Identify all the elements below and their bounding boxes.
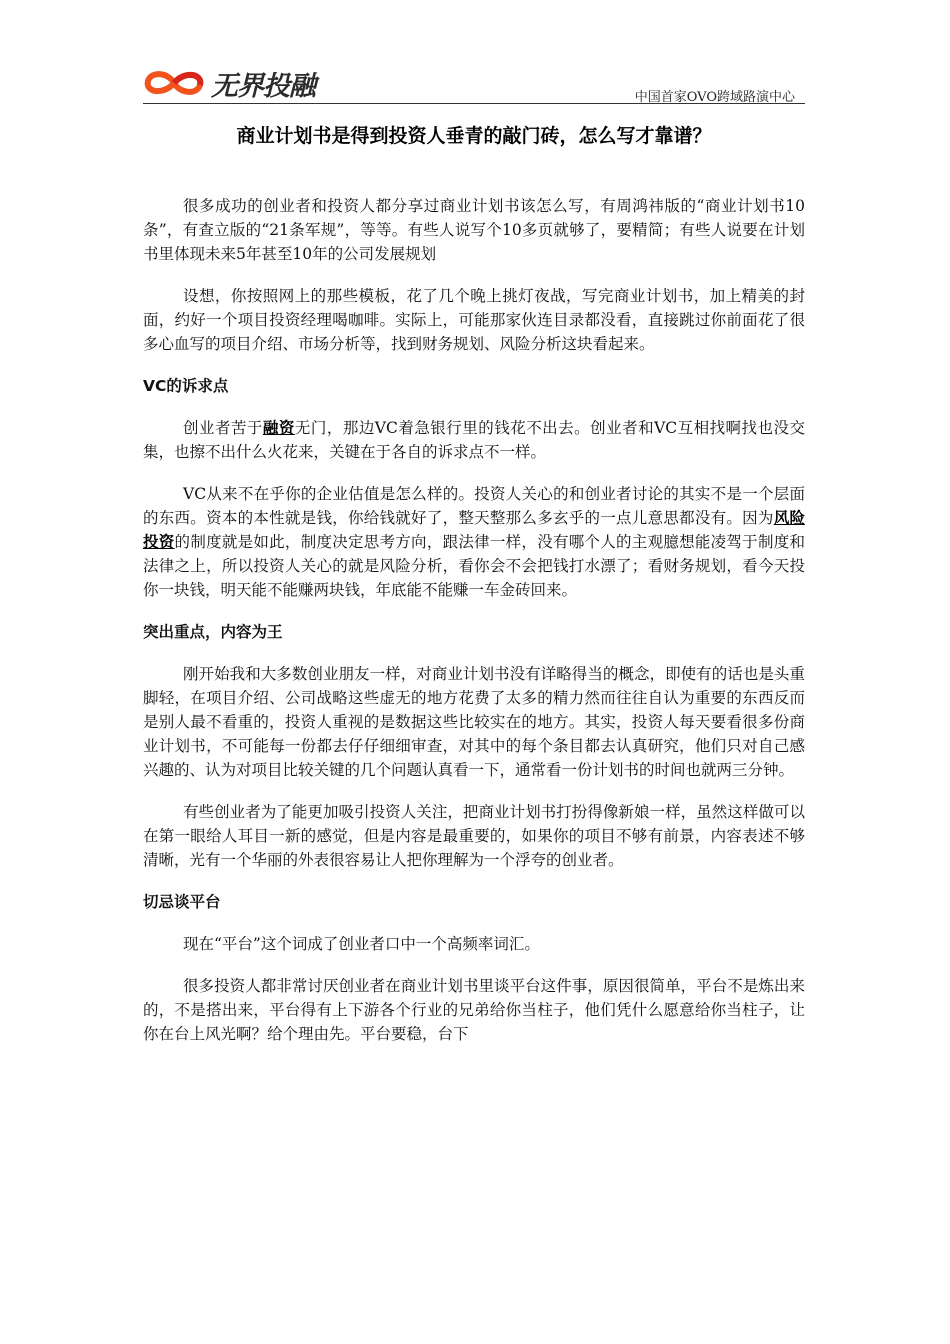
paragraph-6: 有些创业者为了能更加吸引投资人关注，把商业计划书打扮得像新娘一样，虽然这样做可以在第一眼给人耳目一新的感觉，但是内容是最重要的，如果你的项目不够有前景，内容表述不够清晰，光有一个华丽的外表很容易让人把你理解为一个浮夸的创业者。 <box>143 803 805 869</box>
paragraph-3-text-a: 创业者苦于 <box>183 419 263 437</box>
header-divider <box>143 103 805 104</box>
paragraph-4-text-a: VC从来不在乎你的企业估值是怎么样的。投资人关心的和创业者讨论的其实不是一个层面的东西。资本的本性就是钱，你给钱就好了，整天整那么多玄乎的一点儿意思都没有。因为 <box>143 485 805 527</box>
link-financing[interactable]: 融资 <box>262 418 295 437</box>
logo-text: 无界投融 <box>211 70 315 102</box>
article-title: 商业计划书是得到投资人垂青的敲门砖，怎么写才靠谱？ <box>236 125 712 147</box>
header-tagline: 中国首家OVO跨域路演中心 <box>634 90 795 105</box>
section-heading-platform: 切忌谈平台 <box>143 893 221 911</box>
paragraph-7: 现在“平台”这个词成了创业者口中一个高频率词汇。 <box>183 935 540 953</box>
paragraph-4 <box>143 482 805 602</box>
page-header <box>143 58 805 104</box>
brand-logo[interactable] <box>143 66 315 100</box>
paragraph-8: 很多投资人都非常讨厌创业者在商业计划书里谈平台这件事，原因很简单，平台不是炼出来的，不是搭出来，平台得有上下游各个行业的兄弟给你当柱子，他们凭什么愿意给你当柱子，让你在台上风光啊？给个理由先。平台要稳，台下 <box>143 977 805 1043</box>
section-heading-focus: 突出重点，内容为王 <box>143 623 283 641</box>
paragraph-5: 刚开始我和大多数创业朋友一样，对商业计划书没有详略得当的概念，即使有的话也是头重脚轻，在项目介绍、公司战略这些虚无的地方花费了太多的精力然而往往自认为重要的东西反而是别人最不看重的，投资人重视的是数据这些比较实在的地方。其实，投资人每天要看很多份商业计划书，不可能每一份都去仔仔细细审查，对其中的每个条目都去认真研究，他们只对自己感兴趣的、认为对项目比较关键的几个问题认真看一下，通常看一份计划书的时间也就两三分钟。 <box>143 665 805 779</box>
paragraph-1: 很多成功的创业者和投资人都分享过商业计划书该怎么写，有周鸿祎版的“商业计划书10条”，有查立版的“21条军规”，等等。有些人说写个10多页就够了，要精简；有些人说要在计划书里体现未来5年甚至10年的公司发展规划 <box>143 197 805 263</box>
paragraph-3 <box>143 416 805 464</box>
paragraph-4-text-b: 的制度就是如此，制度决定思考方向，跟法律一样，没有哪个人的主观臆想能凌驾于制度和法律之上，所以投资人关心的就是风险分析，看你会不会把钱打水漂了；看财务规划，看今天投你一块钱，明天能不能赚两块钱，年底能不能赚一车金砖回来。 <box>143 533 805 599</box>
infinity-logo-icon <box>143 68 205 98</box>
section-heading-vc: VC的诉求点 <box>143 377 229 395</box>
paragraph-2: 设想，你按照网上的那些模板，花了几个晚上挑灯夜战，写完商业计划书，加上精美的封面，约好一个项目投资经理喝咖啡。实际上，可能那家伙连目录都没看，直接跳过你前面花了很多心血写的项目介绍、市场分析等，找到财务规划、风险分析这块看起来。 <box>143 287 805 353</box>
paragraph-3-text-b: 无门，那边VC着急银行里的钱花不出去。创业者和VC互相找啊找也没交集，也擦不出什么火花来，关键在于各自的诉求点不一样。 <box>143 419 805 461</box>
link-venture-capital[interactable]: 风险投资 <box>143 508 805 551</box>
article-body <box>143 194 805 1064</box>
